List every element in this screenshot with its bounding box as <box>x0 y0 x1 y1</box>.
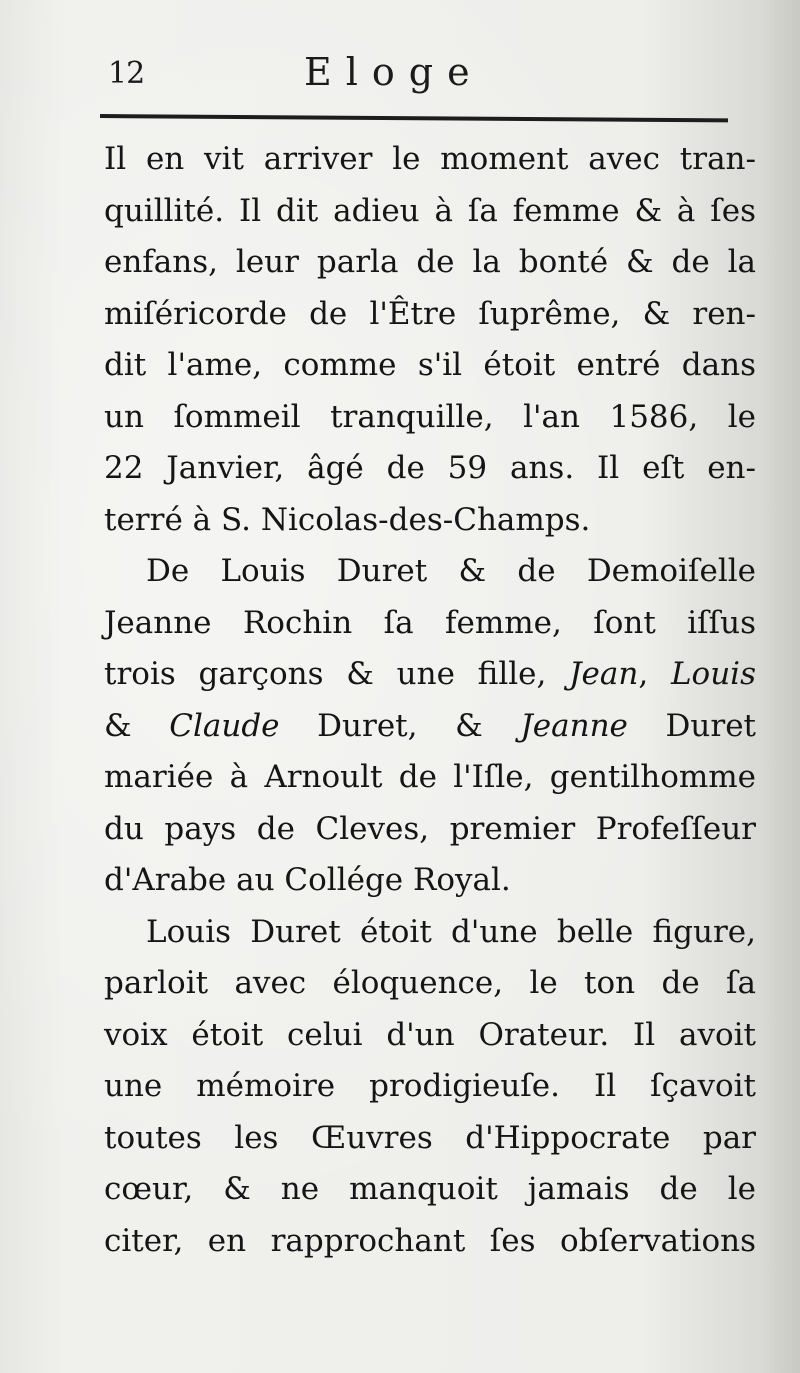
page-header <box>108 50 760 110</box>
text-line: Louis Duret étoit d'une belle figure, <box>146 913 756 950</box>
text-run: , <box>638 656 671 692</box>
text-line: cœur, & ne manquoit jamais de le <box>104 1171 756 1207</box>
text-line: toutes les Œuvres d'Hippocrate par <box>104 1119 756 1156</box>
paragraph-2 <box>104 546 756 907</box>
text-line: 22 Janvier, âgé de 59 ans. Il eſt en- <box>104 450 756 486</box>
body-text <box>104 134 756 1267</box>
text-line: Jeanne Rochin ſa femme, ſont iſſus <box>104 604 756 641</box>
text-line: du pays de Cleves, premier Profeſſeur <box>104 810 756 847</box>
text-line: un ſommeil tranquille, l'an 1586, le <box>104 398 756 435</box>
text-line: parloit avec éloquence, le ton de ſa <box>104 965 756 1001</box>
text-run: Duret, & <box>279 707 521 744</box>
running-title: Eloge <box>304 50 484 94</box>
name-jeanne: Jeanne <box>520 707 628 744</box>
header-rule <box>100 114 728 122</box>
paragraph-3 <box>104 907 756 1268</box>
text-line: enfans, leur parla de la bonté & de la <box>104 244 756 280</box>
text-line: miſéricorde de l'Être ſuprême, & ren- <box>104 295 756 332</box>
text-line: dit l'ame, comme s'il étoit entré dans <box>104 347 756 383</box>
text-line: une mémoire prodigieuſe. Il ſçavoit <box>104 1068 756 1104</box>
text-line: De Louis Duret & de Demoiſelle <box>146 553 756 589</box>
text-line: Il en vit arriver le moment avec tran- <box>104 141 756 177</box>
text-line <box>104 649 756 701</box>
text-line: d'Arabe au Collége Royal. <box>104 862 511 898</box>
text-run: Duret <box>627 707 756 744</box>
text-line: quillité. Il dit adieu à ſa femme & à ſes <box>104 192 756 229</box>
text-line <box>104 701 756 753</box>
name-claude: Claude <box>169 707 280 744</box>
name-louis: Louis <box>670 656 756 692</box>
text-line: citer, en rapprochant ſes obſervations <box>104 1222 756 1259</box>
paragraph-1 <box>104 134 756 546</box>
page-number: 12 <box>108 56 145 91</box>
text-line: voix étoit celui d'un Orateur. Il avoit <box>104 1016 756 1053</box>
name-jean: Jean <box>569 656 639 692</box>
text-line: terré à S. Nicolas-des-Champs. <box>104 501 591 538</box>
text-run: & <box>104 707 170 744</box>
text-run: trois garçons & une fille, <box>104 656 570 692</box>
text-line: mariée à Arnoult de l'Iſle, gentilhomme <box>104 759 756 795</box>
